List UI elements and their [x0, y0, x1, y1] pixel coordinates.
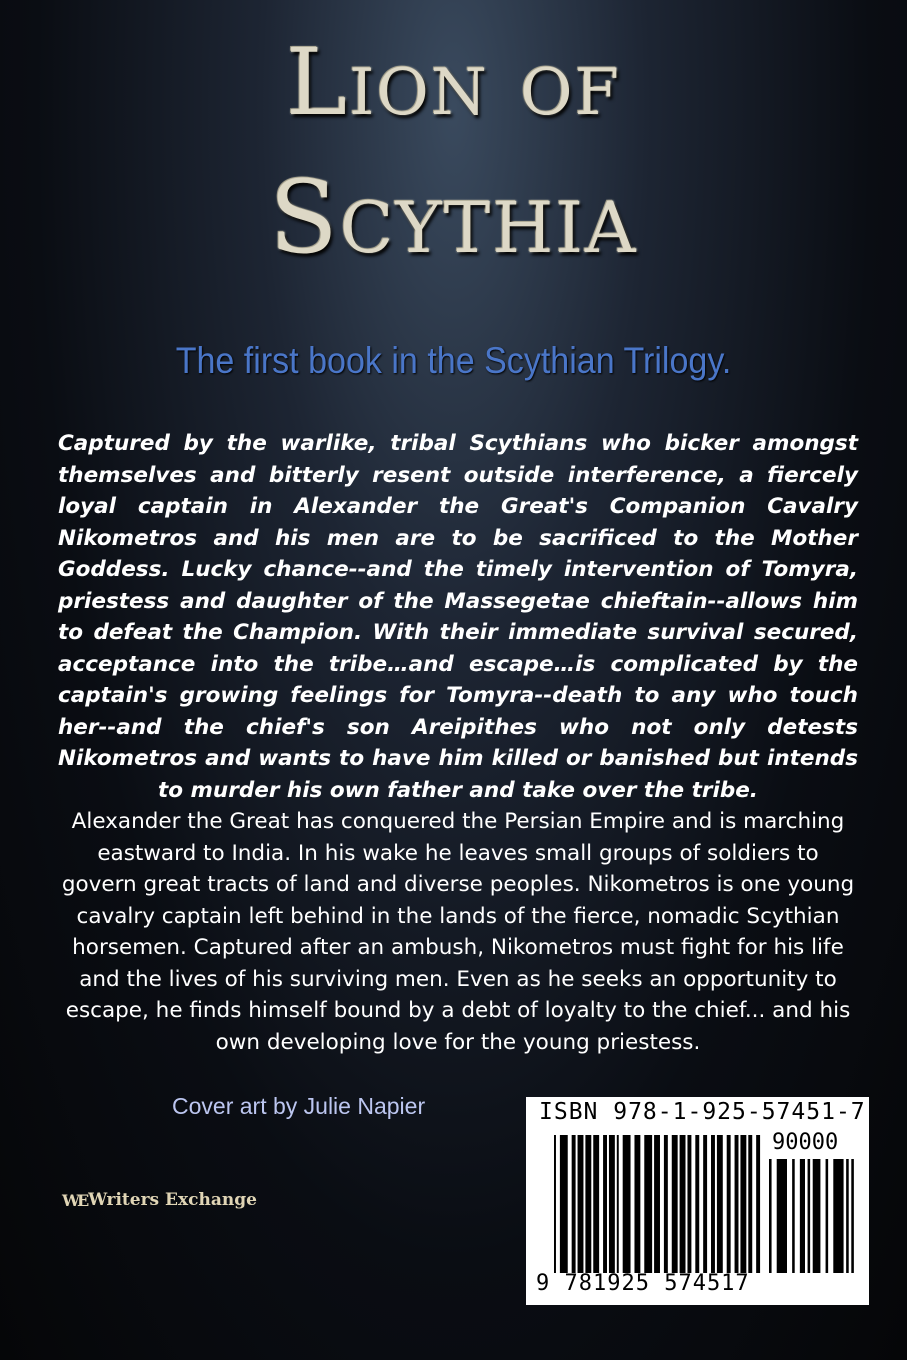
- barcode-bar: [846, 1159, 849, 1273]
- book-title-line2: Scythia: [269, 159, 638, 276]
- barcode-bar: [609, 1135, 615, 1273]
- cover-art-credit: Cover art by Julie Napier: [172, 1093, 426, 1119]
- barcode-bar: [813, 1159, 821, 1273]
- barcode-bar: [748, 1135, 752, 1273]
- barcode-bar: [826, 1159, 829, 1273]
- barcode-bar: [800, 1159, 805, 1273]
- barcode-bar: [687, 1135, 691, 1273]
- barcode-bar: [695, 1135, 699, 1273]
- barcode-bar: [578, 1135, 584, 1273]
- barcode-bar: [572, 1135, 576, 1273]
- barcode-bar: [769, 1159, 772, 1273]
- addon-barcode-bars: [769, 1159, 859, 1273]
- barcode-bar: [664, 1135, 668, 1273]
- series-subtitle: The first book in the Scythian Trilogy.: [175, 340, 732, 381]
- barcode-bar: [756, 1135, 760, 1273]
- publisher-logo: [62, 1190, 257, 1210]
- barcode-bar: [851, 1159, 854, 1273]
- blurb-paragraph-plain: Alexander the Great has conquered the Persian Empire and is marching eastward to India. In his wake he leaves small groups of soldiers to govern great tracts of land and diverse peoples. Nikometros is one young cavalry captain left behind in the lands of the fierce, nomadic Scythian horsemen. Captured after an ambush, Nikometros must fight for his life and the lives of his surviving men. Even as he seeks an opportunity to escape, he finds himself bound by a debt of loyalty to the chief... and his own developing love for the young priestess.: [61, 809, 855, 1055]
- barcode-bar: [617, 1135, 619, 1273]
- barcode-bar: [717, 1135, 723, 1273]
- barcode-bar: [808, 1159, 811, 1273]
- barcode-bar: [777, 1159, 787, 1273]
- barcode-bar: [623, 1135, 631, 1273]
- publisher-name: Writers Exchange: [88, 1190, 257, 1210]
- barcode-bar: [654, 1135, 660, 1273]
- publisher-monogram-icon: WE: [62, 1190, 87, 1210]
- ean-barcode-bars: [554, 1135, 764, 1273]
- barcode-bar: [672, 1135, 678, 1273]
- barcode-bar: [711, 1135, 715, 1273]
- book-title-line1: Lion of: [286, 29, 621, 136]
- isbn-barcode: [526, 1097, 869, 1305]
- barcode-bar: [727, 1135, 731, 1273]
- barcode-bar: [792, 1159, 795, 1273]
- barcode-bar: [680, 1135, 686, 1273]
- isbn-label: ISBN 978-1-925-57451-7: [539, 1099, 866, 1125]
- barcode-bar: [833, 1159, 843, 1273]
- barcode-bar: [560, 1135, 568, 1273]
- blurb-paragraph-italic: Captured by the warlike, tribal Scythians who bicker amongst themselves and bitterly resent outside interference, a fiercely loyal captain in Alexander the Great's Companion Cavalry Nikometros and his men are to be sacrificed to the Mother Goddess. Lucky chance--and the timely intervention of Tomyra, priestess and daughter of the Massegetae chieftain--allows him to defeat the Champion. With their immediate survival secured, acceptance into the tribe…and escape…is complicated by the captain's growing feelings for Tomyra--death to any who touch her--and the chief's son Areipithes who not only detests Nikometros and wants to have him killed or banished but intends to murder his own father and take over the tribe.: [58, 431, 858, 803]
- barcode-bar: [554, 1135, 556, 1273]
- barcode-bar: [603, 1135, 607, 1273]
- ean-digits: 9 781925 574517: [536, 1271, 750, 1296]
- barcode-bar: [593, 1135, 599, 1273]
- barcode-bar: [740, 1135, 746, 1273]
- barcode-bar: [634, 1135, 640, 1273]
- barcode-bar: [644, 1135, 652, 1273]
- barcode-bar: [703, 1135, 707, 1273]
- barcode-bar: [735, 1135, 739, 1273]
- barcode-bar: [585, 1135, 591, 1273]
- price-code: 90000: [772, 1130, 839, 1155]
